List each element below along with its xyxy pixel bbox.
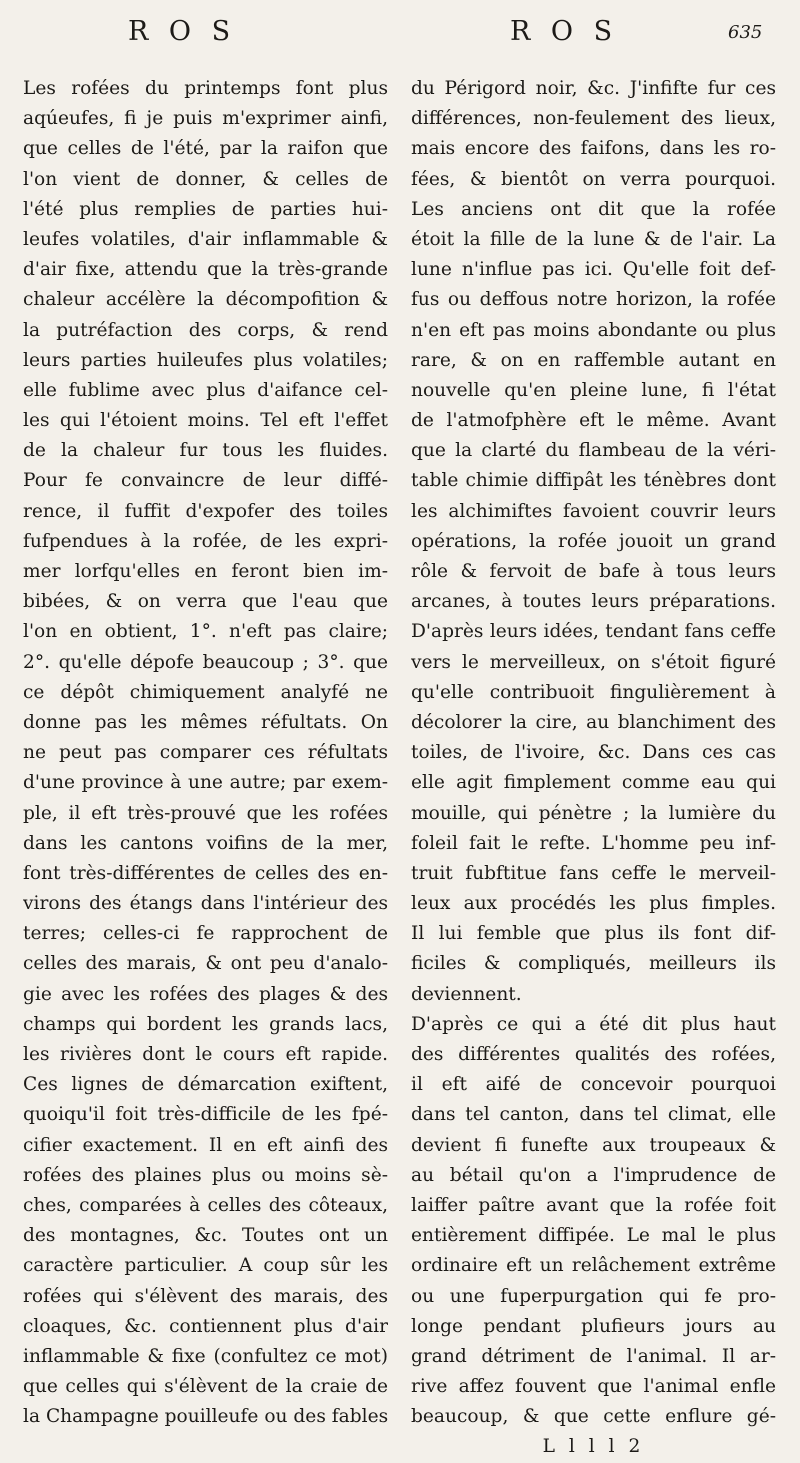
running-head-left: R O S <box>128 16 237 47</box>
text-line: laiffer paître avant que la rofée foit <box>411 1194 776 1216</box>
text-line: l'été plus remplies de parties hui- <box>23 198 388 220</box>
text-line: dans tel canton, dans tel climat, elle <box>411 1104 776 1126</box>
text-line: ou une fuperpurgation qui fe pro- <box>411 1285 776 1307</box>
text-line: les alchimiftes favoient couvrir leurs <box>411 500 776 522</box>
text-line: leurs parties huileufes plus volatiles; <box>23 349 388 371</box>
text-line: D'après ce qui a été dit plus haut <box>411 1013 776 1035</box>
text-line: elle fublime avec plus d'aifance cel- <box>23 379 388 401</box>
text-line: celles des marais, & ont peu d'analo- <box>23 953 388 975</box>
text-line: ple, il eft très-prouvé que les rofées <box>23 802 388 824</box>
text-line: mouille, qui pénètre ; la lumière du <box>411 802 776 824</box>
text-line: des différentes qualités des rofées, <box>411 1044 776 1065</box>
text-line: terres; celles-ci fe rapprochent de <box>23 923 388 945</box>
text-line: fufpendues à la rofée, de les expri- <box>23 530 388 552</box>
text-line: n'en eft pas moins abondante ou plus <box>411 319 776 341</box>
text-line: donne pas les mêmes réfultats. On <box>23 711 388 733</box>
text-line: truit fubftitue fans ceffe le merveil- <box>411 862 776 884</box>
text-line: ficiles & compliqués, meilleurs ils <box>411 953 776 975</box>
text-line: cifier exactement. Il en eft ainfi des <box>23 1134 388 1156</box>
text-line: Il lui femble que plus ils font dif- <box>411 923 776 945</box>
text-line: champs qui bordent les grands lacs, <box>23 1013 388 1035</box>
text-line: fus ou deffous notre horizon, la rofée <box>411 289 776 311</box>
text-line: leufes volatiles, d'air inflammable & <box>23 228 388 250</box>
text-line: l'on vient de donner, & celles de <box>23 168 388 190</box>
running-head-right: R O S <box>510 16 619 47</box>
text-line: les qui l'étoient moins. Tel eft l'effet <box>23 410 388 432</box>
text-line: rôle & fervoit de bafe à tous leurs <box>411 561 776 582</box>
text-line: leux aux procédés les plus fimples. <box>411 893 776 915</box>
text-line: devient fi funefte aux troupeaux & <box>411 1134 776 1156</box>
text-line: grand détriment de l'animal. Il ar- <box>411 1345 776 1367</box>
text-line: aqúeufes, fi je puis m'exprimer ainfi, <box>23 108 388 130</box>
text-line: décolorer la cire, au blanchiment des <box>411 711 776 733</box>
text-line: différences, non-feulement des lieux, <box>411 108 776 130</box>
page-number: 635 <box>728 22 763 43</box>
text-line: caractère particulier. A coup sûr les <box>23 1255 388 1277</box>
text-line: des montagnes, &c. Toutes ont un <box>23 1225 388 1247</box>
text-line: mer lorfqu'elles en feront bien im- <box>23 561 388 582</box>
text-line: foleil fait le refte. L'homme peu inf- <box>411 832 776 854</box>
text-line: font très-différentes de celles des en- <box>23 862 388 884</box>
text-line: dans les cantons voifins de la mer, <box>23 832 388 854</box>
text-line: table chimie diffipât les ténèbres dont <box>411 470 776 492</box>
left-text-column <box>23 74 388 1432</box>
text-line: Les anciens ont dit que la rofée <box>411 198 776 220</box>
text-line: virons des étangs dans l'intérieur des <box>23 893 388 915</box>
text-line: Pour fe convaincre de leur diffé- <box>23 470 388 492</box>
text-line: ne peut pas comparer ces réfultats <box>23 742 388 764</box>
text-line: lune n'influe pas ici. Qu'elle foit def- <box>411 259 776 281</box>
text-line: il eft aifé de concevoir pourquoi <box>411 1074 776 1096</box>
text-line: deviennent. <box>411 983 522 1005</box>
text-line: opérations, la rofée jouoit un grand <box>411 530 776 552</box>
text-line: longe pendant plufieurs jours au <box>411 1315 776 1337</box>
text-line: rive affez fouvent que l'animal enfle <box>411 1376 776 1398</box>
right-text-column <box>411 74 776 1463</box>
text-line: que la clarté du flambeau de la véri- <box>411 440 776 462</box>
text-line: d'air fixe, attendu que la très-grande <box>23 259 388 281</box>
text-line: vers le merveilleux, on s'étoit figuré <box>411 651 776 673</box>
text-line: qu'elle contribuoit fingulièrement à <box>411 681 776 703</box>
text-line: que celles de l'été, par la raifon que <box>23 138 388 160</box>
text-line: les rivières dont le cours eft rapide. <box>23 1044 388 1065</box>
text-line: entièrement diffipée. Le mal le plus <box>411 1225 776 1247</box>
text-line: bibées, & on verra que l'eau que <box>23 591 388 613</box>
text-line: beaucoup, & que cette enflure gé- <box>411 1406 776 1428</box>
text-line: D'après leurs idées, tendant fans ceffe <box>411 621 776 643</box>
text-line: rare, & on en raffemble autant en <box>411 349 776 371</box>
text-line: de l'atmofphère eft le même. Avant <box>411 410 776 432</box>
text-line: Les rofées du printemps font plus <box>23 78 388 99</box>
text-line: ches, comparées à celles des côteaux, <box>23 1194 388 1216</box>
text-line: nouvelle qu'en pleine lune, fi l'état <box>411 379 776 401</box>
text-line: ce dépôt chimiquement analyfé ne <box>23 681 388 703</box>
text-line: la Champagne pouilleufe ou des fables <box>23 1406 388 1428</box>
text-line: cloaques, &c. contiennent plus d'air <box>23 1315 388 1337</box>
text-line: que celles qui s'élèvent de la craie de <box>23 1376 388 1398</box>
text-line: toiles, de l'ivoire, &c. Dans ces cas <box>411 742 776 764</box>
text-line: quoiqu'il foit très-difficile de les fpé- <box>23 1104 388 1126</box>
text-line: ordinaire eft un relâchement extrême <box>411 1255 776 1277</box>
text-line: rence, il fuffit d'expofer des toiles <box>23 500 388 522</box>
text-line: rofées des plaines plus ou moins sè- <box>23 1164 388 1186</box>
signature-mark: L l l l 2 <box>542 1436 645 1458</box>
text-line: étoit la fille de la lune & de l'air. La <box>411 228 776 250</box>
text-line: chaleur accélère la décompofition & <box>23 289 388 311</box>
text-line: rofées qui s'élèvent des marais, des <box>23 1285 388 1307</box>
text-line: au bétail qu'on a l'imprudence de <box>411 1164 776 1186</box>
text-line: la putréfaction des corps, & rend <box>23 319 388 341</box>
text-line: elle agit fimplement comme eau qui <box>411 772 776 794</box>
text-line: fées, & bientôt on verra pourquoi. <box>411 168 776 190</box>
text-line: gie avec les rofées des plages & des <box>23 983 388 1005</box>
text-line: l'on en obtient, 1°. n'eft pas claire; <box>23 621 388 643</box>
text-line: d'une province à une autre; par exem- <box>23 772 388 794</box>
text-line: de la chaleur fur tous les fluides. <box>23 440 388 462</box>
text-line: arcanes, à toutes leurs préparations. <box>411 591 776 613</box>
text-line: du Périgord noir, &c. J'infifte fur ces <box>411 78 776 99</box>
text-line: mais encore des faifons, dans les ro- <box>411 138 776 160</box>
text-line: inflammable & fixe (confultez ce mot) <box>23 1345 388 1367</box>
text-line: Ces lignes de démarcation exiftent, <box>23 1074 388 1096</box>
text-line: 2°. qu'elle dépofe beaucoup ; 3°. que <box>23 651 388 673</box>
